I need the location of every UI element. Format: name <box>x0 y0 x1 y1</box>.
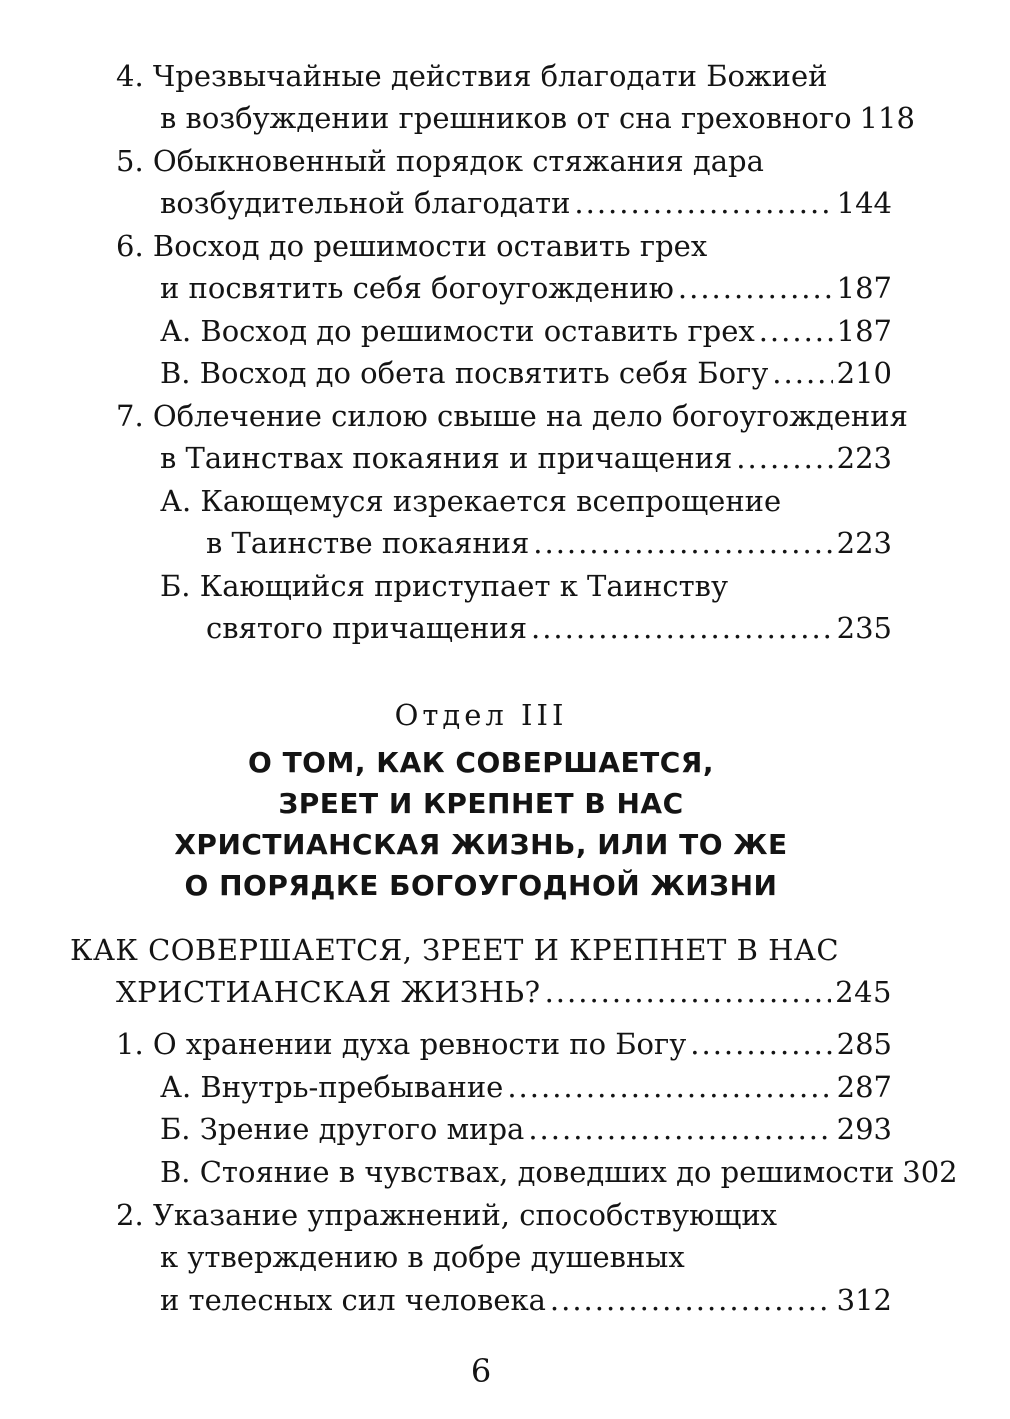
toc-entry-1b-text: Б. Зрение другого мира <box>160 1112 525 1146</box>
toc-entry-6b-text: В. Восход до обета посвятить себя Богу <box>160 356 769 390</box>
toc-entry-4-line1: 4. Чрезвычайные действия благодати Божией <box>116 59 828 93</box>
toc-entry-1a-text: А. Внутрь-пребывание <box>160 1070 504 1104</box>
toc-entry-2-line3 <box>160 1282 892 1318</box>
section-title-line-3: ХРИСТИАНСКАЯ ЖИЗНЬ, ИЛИ ТО ЖЕ <box>174 828 788 861</box>
toc-entry-1a <box>160 1069 892 1105</box>
toc-entry-7-text: в Таинствах покаяния и причащения <box>160 441 733 475</box>
toc-entry-6b <box>160 355 892 391</box>
toc-entry-5-text: возбудительной благодати <box>160 186 571 220</box>
section-title-line-1: О ТОМ, КАК СОВЕРШАЕТСЯ, <box>248 746 714 779</box>
toc-entry-4-text: в возбуждении грешников от сна греховного <box>160 101 852 135</box>
dot-leader <box>507 1069 832 1105</box>
toc-entry-2-line1: 2. Указание упражнений, способствующих <box>116 1198 777 1232</box>
toc-entry-6-text: и посвятить себя богоугождению <box>160 271 674 305</box>
toc-entry-6-line1: 6. Восход до решимости оставить грех <box>116 229 708 263</box>
toc-entry-1-text: 1. О хранении духа ревности по Богу <box>116 1027 687 1061</box>
toc-entry-1a-page: 287 <box>836 1070 892 1104</box>
toc-entry-6-line2 <box>160 270 892 306</box>
toc-entry-7a-text: в Таинстве покаяния <box>206 526 530 560</box>
dot-leader <box>531 610 833 646</box>
dot-leader <box>528 1111 832 1147</box>
toc-entry-2-text: и телесных сил человека <box>160 1283 546 1317</box>
dot-leader <box>736 440 832 476</box>
toc-entry-7-line1: 7. Облечение силою свыше на дело богоугождения <box>116 399 908 433</box>
toc-entry-6a-page: 187 <box>836 314 892 348</box>
toc-entry-1c <box>160 1154 958 1190</box>
dot-leader <box>545 974 832 1010</box>
dot-leader <box>550 1282 833 1318</box>
section-label: Отдел III <box>394 698 568 732</box>
toc-heading-text: ХРИСТИАНСКАЯ ЖИЗНЬ? <box>116 975 541 1009</box>
toc-entry-1b <box>160 1111 892 1147</box>
dot-leader <box>759 313 833 349</box>
toc-entry-1c-page: 302 <box>902 1155 958 1189</box>
toc-entry-2-line2: к утверждению в добре душевных <box>160 1240 685 1274</box>
dot-leader <box>690 1026 832 1062</box>
toc-entry-1b-page: 293 <box>836 1112 892 1146</box>
page-number: 6 <box>470 1352 492 1390</box>
toc-entry-7a-line2 <box>206 525 892 561</box>
toc-entry-1 <box>116 1026 892 1062</box>
toc-entry-7b-text: святого причащения <box>206 611 527 645</box>
dot-leader <box>772 355 832 391</box>
toc-entry-6-page: 187 <box>836 271 892 305</box>
toc-entry-7-page: 223 <box>836 441 892 475</box>
section-title-line-4: О ПОРЯДКЕ БОГОУГОДНОЙ ЖИЗНИ <box>184 869 778 902</box>
toc-entry-1-page: 285 <box>836 1027 892 1061</box>
toc-entry-2-page: 312 <box>836 1283 892 1317</box>
toc-entry-7b-page: 235 <box>836 611 892 645</box>
toc-entry-6b-page: 210 <box>836 356 892 390</box>
toc-entry-7a-page: 223 <box>836 526 892 560</box>
toc-heading-page: 245 <box>835 975 892 1009</box>
toc-heading-line1: КАК СОВЕРШАЕТСЯ, ЗРЕЕТ И КРЕПНЕТ В НАС <box>70 933 840 967</box>
toc-entry-5-line1: 5. Обыкновенный порядок стяжания дара <box>116 144 764 178</box>
toc-entry-6a <box>160 313 892 349</box>
toc-heading-line2 <box>116 974 892 1010</box>
toc-entry-7a-line1: А. Кающемуся изрекается всепрощение <box>160 484 782 518</box>
toc-entry-4-page: 118 <box>859 101 915 135</box>
dot-leader <box>678 270 833 306</box>
toc-entry-1c-text: В. Стояние в чувствах, доведших до решимости <box>160 1155 895 1189</box>
toc-entry-5-line2 <box>160 185 892 221</box>
section-title-line-2: ЗРЕЕТ И КРЕПНЕТ В НАС <box>278 787 684 820</box>
toc-entry-5-page: 144 <box>836 186 892 220</box>
dot-leader <box>574 185 832 221</box>
toc-entry-4-line2 <box>160 100 915 136</box>
toc-entry-7-line2 <box>160 440 892 476</box>
toc-entry-6a-text: А. Восход до решимости оставить грех <box>160 314 755 348</box>
toc-entry-7b-line1: Б. Кающийся приступает к Таинству <box>160 569 729 603</box>
dot-leader <box>533 525 832 561</box>
toc-entry-7b-line2 <box>206 610 892 646</box>
